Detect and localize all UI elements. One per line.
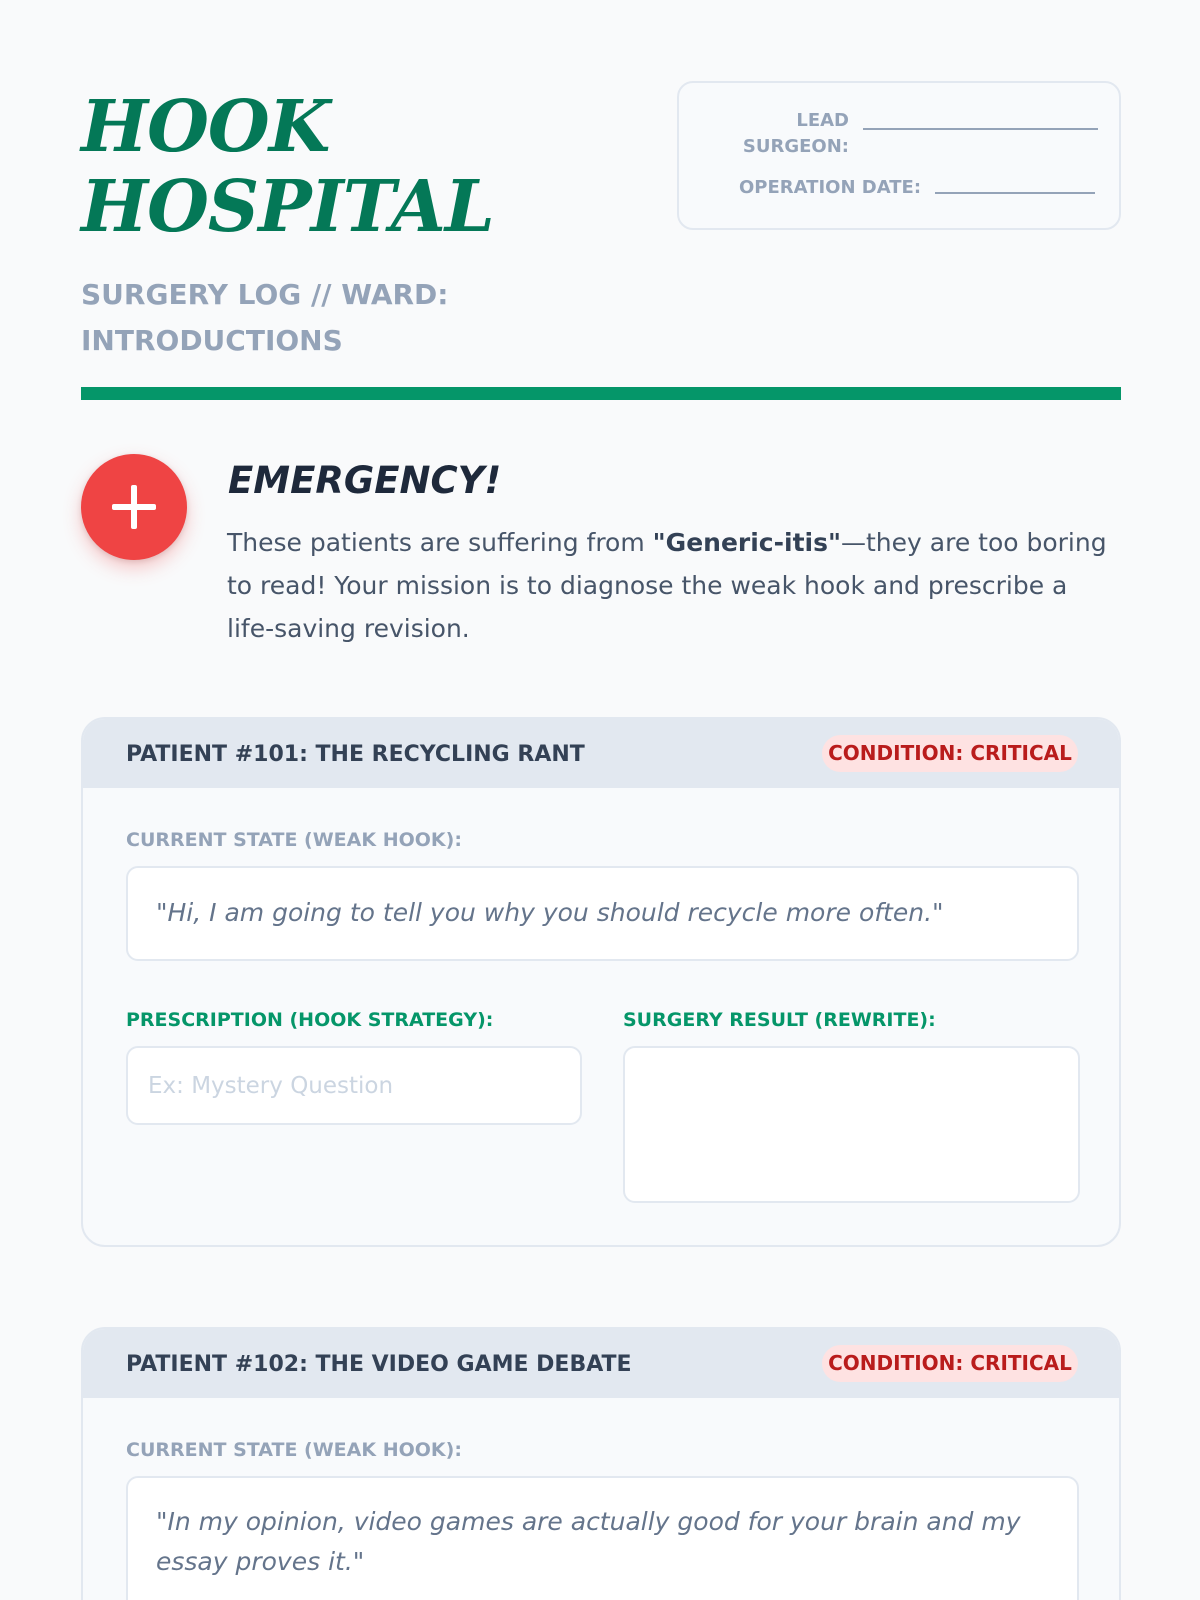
prescription-input[interactable]: [126, 1046, 582, 1125]
weak-hook-text: "Hi, I am going to tell you why you should recycle more often.": [126, 866, 1079, 961]
header-brand: [81, 86, 641, 364]
current-state-label: CURRENT STATE (WEAK HOOK):: [126, 1439, 462, 1461]
operation-date-field[interactable]: [935, 192, 1095, 194]
lead-surgeon-row: [739, 108, 1098, 160]
page-subtitle: SURGERY LOG // WARD: INTRODUCTIONS: [81, 278, 449, 357]
operation-date-label: OPERATION DATE:: [739, 177, 922, 198]
emergency-diagnosis: "Generic-itis": [652, 528, 841, 557]
operation-date-row: [739, 175, 1095, 201]
current-state-label: CURRENT STATE (WEAK HOOK):: [126, 829, 462, 851]
lead-surgeon-label: LEAD SURGEON:: [742, 110, 849, 157]
title-line-2: HOSPITAL: [81, 164, 494, 248]
condition-badge: CONDITION: CRITICAL: [822, 1345, 1078, 1382]
surgery-log-page: [81, 0, 1121, 1600]
surgery-result-label: SURGERY RESULT (REWRITE):: [623, 1009, 936, 1031]
patient-card: [81, 717, 1121, 1247]
emergency-description: [227, 521, 1122, 650]
header-divider: [81, 387, 1121, 400]
signature-box: [677, 81, 1121, 230]
condition-badge: CONDITION: CRITICAL: [822, 735, 1078, 772]
patient-title: PATIENT #101: THE RECYCLING RANT: [126, 742, 585, 767]
emergency-text-1: These patients are suffering from: [227, 528, 653, 557]
emergency-text-2: —they are too boring to read! Your mission is to diagnose the weak hook and prescribe a life-saving revision.: [227, 528, 1107, 643]
patient-title: PATIENT #102: THE VIDEO GAME DEBATE: [126, 1352, 632, 1377]
lead-surgeon-field[interactable]: [863, 128, 1098, 130]
hospital-title: [81, 86, 641, 246]
patient-card-header: [83, 719, 1119, 788]
prescription-label: PRESCRIPTION (HOOK STRATEGY):: [126, 1009, 494, 1031]
plus-icon: [81, 454, 187, 560]
emergency-title: EMERGENCY!: [228, 459, 502, 502]
weak-hook-text: "In my opinion, video games are actually good for your brain and my essay proves it.": [126, 1476, 1079, 1600]
surgery-result-textarea[interactable]: [623, 1046, 1080, 1203]
patient-card: [81, 1327, 1121, 1600]
patient-card-header: [83, 1329, 1119, 1398]
title-line-1: HOOK: [81, 84, 330, 168]
